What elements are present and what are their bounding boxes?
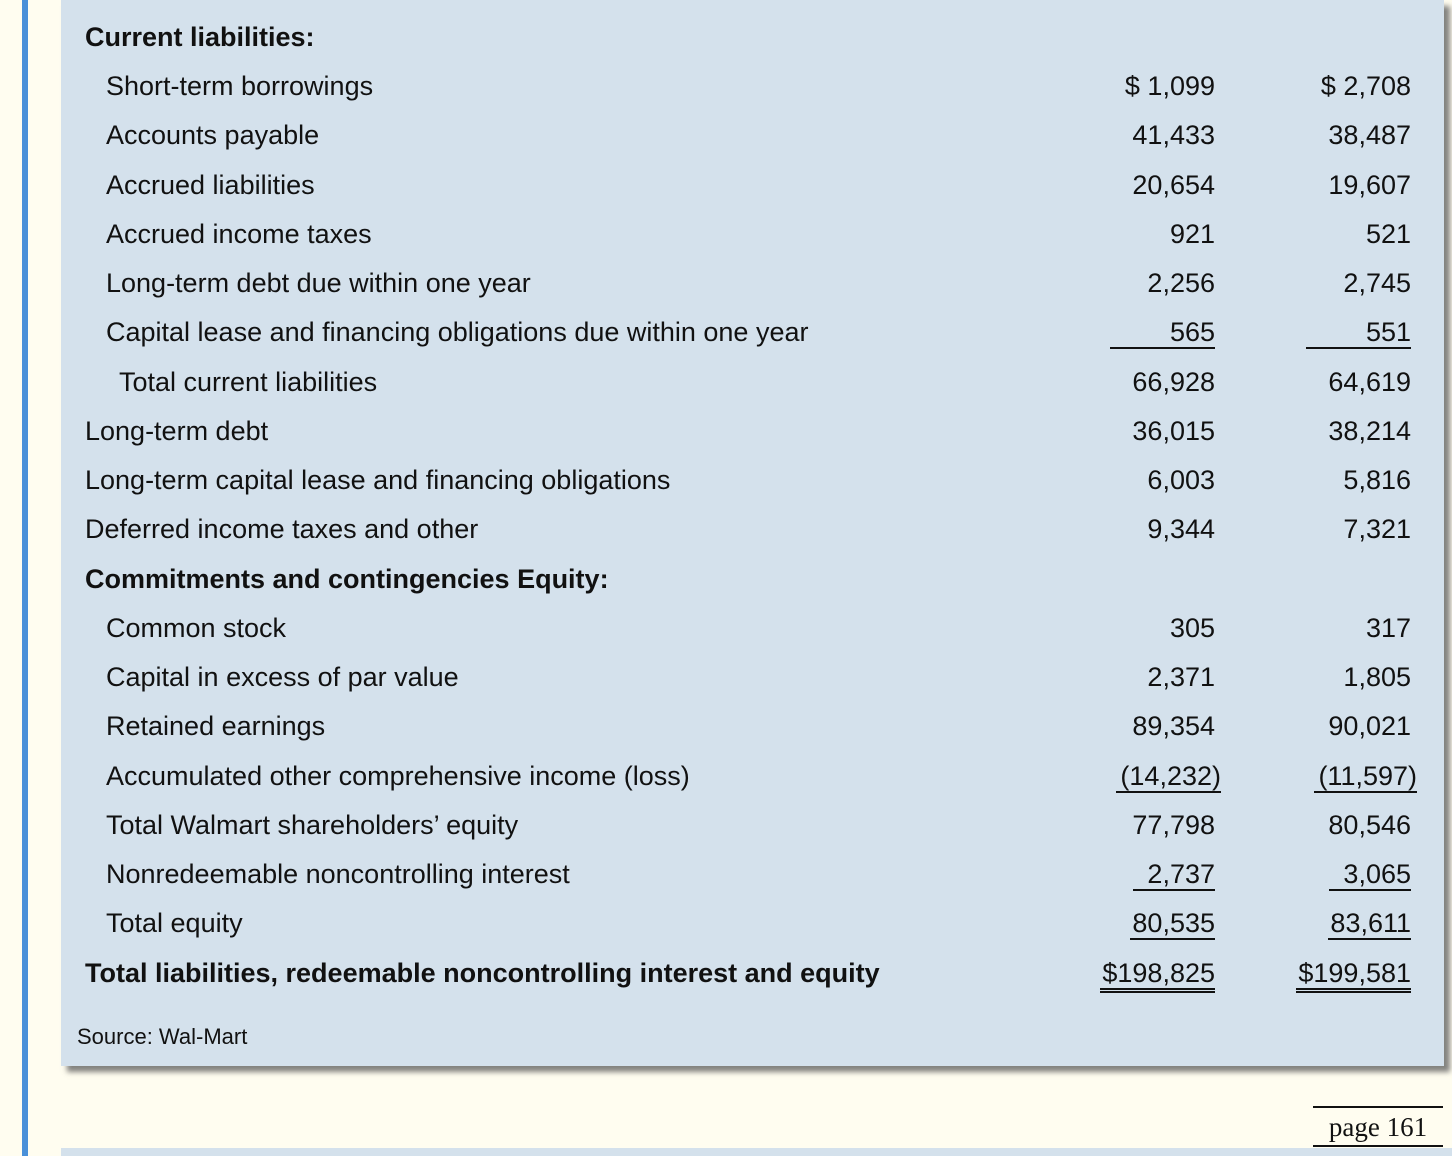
row-label: Capital lease and financing obligations due within one year	[106, 317, 809, 347]
table-row	[61, 905, 1444, 941]
row-label: Accrued liabilities	[106, 170, 315, 200]
value-current-year: $198,825	[1055, 955, 1215, 993]
balance-sheet-panel	[61, 0, 1444, 1066]
value-prior-year: 90,021	[1328, 711, 1411, 741]
row-label: Accrued income taxes	[106, 219, 372, 249]
value-prior-year: 1,805	[1343, 662, 1411, 692]
value-current-year: $ 1,099	[1124, 71, 1215, 101]
row-label: Accumulated other comprehensive income (loss)	[106, 761, 690, 791]
value-current-year: 305	[1169, 613, 1215, 643]
table-row	[61, 19, 1444, 55]
value-prior-year: 64,619	[1328, 367, 1411, 397]
table-row	[61, 758, 1444, 794]
value-prior-year: 521	[1365, 219, 1411, 249]
value-current-year: 80,535	[1132, 908, 1215, 938]
value-prior-year: 5,816	[1343, 465, 1411, 495]
table-row	[61, 68, 1444, 104]
row-label: Nonredeemable noncontrolling interest	[106, 859, 570, 889]
value-prior-year: 551	[1251, 314, 1411, 350]
table-row	[61, 955, 1444, 991]
left-accent-rule	[22, 0, 28, 1156]
value-prior-year: 317	[1365, 613, 1411, 643]
table-row	[61, 167, 1444, 203]
next-panel-edge	[61, 1148, 1452, 1156]
value-current-year: (14,232)	[1061, 758, 1221, 794]
row-label: Long-term debt	[85, 416, 269, 446]
row-label: Short-term borrowings	[106, 71, 374, 101]
value-current-year: 9,344	[1147, 514, 1215, 544]
section-heading: Current liabilities:	[85, 22, 315, 52]
value-prior-year: 38,214	[1328, 416, 1411, 446]
table-row	[61, 462, 1444, 498]
value-current-year: 66,928	[1132, 367, 1215, 397]
row-label: Total Walmart shareholders’ equity	[106, 810, 519, 840]
value-prior-year: (11,597)	[1257, 758, 1417, 794]
value-current-year: 2,371	[1147, 662, 1215, 692]
subtotal-label: Total current liabilities	[119, 367, 378, 397]
row-label: Long-term debt due within one year	[106, 268, 531, 298]
value-current-year: 77,798	[1132, 810, 1215, 840]
table-row	[61, 856, 1444, 892]
row-label: Retained earnings	[106, 711, 326, 741]
row-label: Long-term capital lease and financing obligations	[85, 465, 671, 495]
source-note: Source: Wal-Mart	[77, 1024, 248, 1049]
value-prior-year: $ 2,708	[1320, 71, 1411, 101]
table-row	[61, 561, 1444, 597]
value-current-year: 921	[1169, 219, 1215, 249]
table-row	[61, 610, 1444, 646]
value-prior-year: 38,487	[1328, 120, 1411, 150]
table-row	[61, 659, 1444, 695]
page-number: page 161	[1313, 1106, 1443, 1147]
table-row	[61, 511, 1444, 547]
value-current-year: 2,737	[1055, 856, 1215, 892]
row-label: Accounts payable	[106, 120, 320, 150]
table-row	[61, 364, 1444, 400]
value-current-year: 6,003	[1147, 465, 1215, 495]
row-label: Capital in excess of par value	[106, 662, 459, 692]
table-row	[61, 265, 1444, 301]
value-prior-year: 80,546	[1328, 810, 1411, 840]
table-row	[61, 708, 1444, 744]
value-prior-year: 83,611	[1330, 908, 1411, 938]
row-label: Deferred income taxes and other	[85, 514, 479, 544]
value-current-year: 89,354	[1132, 711, 1215, 741]
table-row	[61, 314, 1444, 350]
row-label: Common stock	[106, 613, 287, 643]
value-current-year: 2,256	[1147, 268, 1215, 298]
table-row	[61, 216, 1444, 252]
value-current-year: 36,015	[1132, 416, 1215, 446]
value-current-year: 565	[1055, 314, 1215, 350]
value-prior-year: 3,065	[1251, 856, 1411, 892]
value-prior-year: 7,321	[1343, 514, 1411, 544]
table-row	[61, 413, 1444, 449]
grand-total-label: Total liabilities, redeemable noncontrolling interest and equity	[85, 958, 880, 988]
table-row	[61, 117, 1444, 153]
value-prior-year: 2,745	[1343, 268, 1411, 298]
value-prior-year: 19,607	[1328, 170, 1411, 200]
row-label: Total equity	[106, 908, 243, 938]
table-row	[61, 807, 1444, 843]
value-prior-year: $199,581	[1251, 955, 1411, 993]
section-heading: Commitments and contingencies Equity:	[85, 564, 609, 594]
value-current-year: 41,433	[1132, 120, 1215, 150]
value-current-year: 20,654	[1132, 170, 1215, 200]
